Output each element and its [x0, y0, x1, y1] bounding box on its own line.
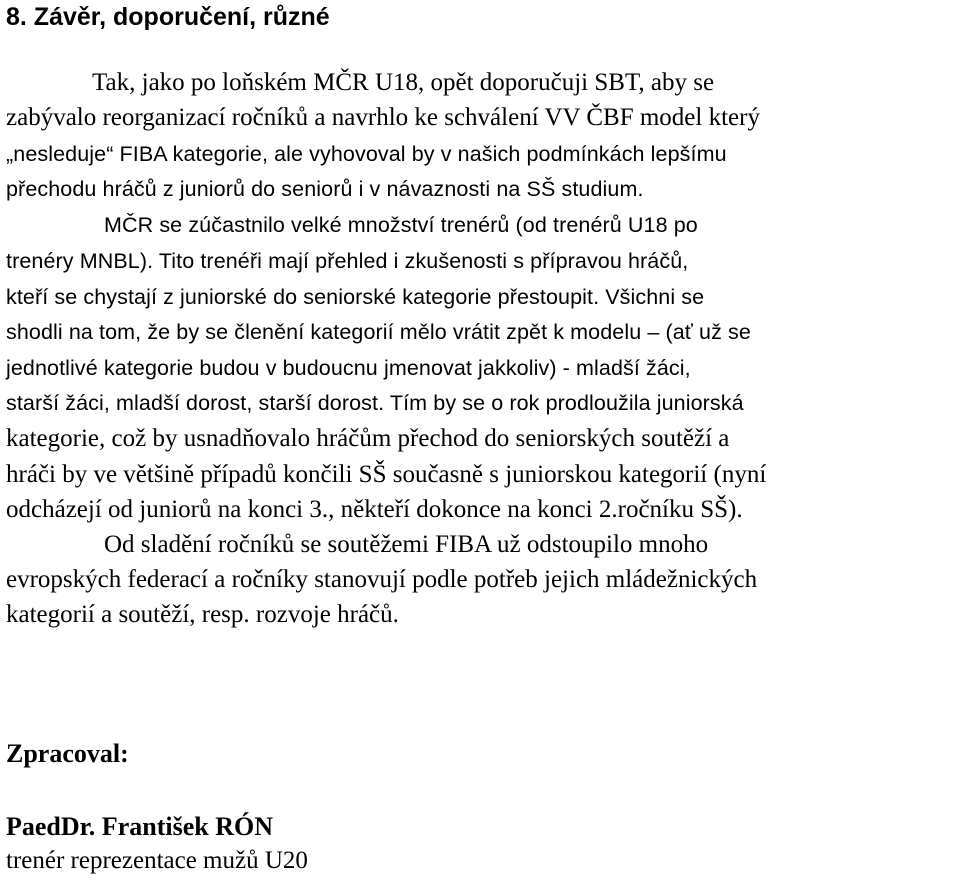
paragraph-line: shodli na tom, že by se členění kategorií mělo vrátit zpět k modelu – (ať už se — [6, 320, 751, 344]
paragraph-line: zabývalo reorganizací ročníků a navrhlo ke schválení VV ČBF model který — [6, 104, 760, 131]
signature-name: PaedDr. František RÓN — [6, 812, 273, 841]
signature-role: trenér reprezentace mužů U20 — [6, 847, 308, 874]
paragraph-line: trenéry MNBL). Tito trenéři mají přehled i zkušenosti s přípravou hráčů, — [6, 249, 689, 273]
paragraph-line: starší žáci, mladší dorost, starší dorost. Tím by se o rok prodloužila juniorská — [6, 391, 744, 415]
paragraph-line: kategorie, což by usnadňovalo hráčům přechod do seniorských soutěží a — [6, 425, 730, 452]
paragraph-line: hráči by ve většině případů končili SŠ současně s juniorskou kategorií (nyní — [6, 461, 767, 488]
paragraph-line: Od sladění ročníků se soutěžemi FIBA už odstoupilo mnoho — [104, 531, 709, 558]
paragraph-line: MČR se zúčastnilo velké množství trenérů (od trenérů U18 po — [104, 213, 698, 237]
paragraph-line: odcházejí od juniorů na konci 3., někteří dokonce na konci 2.ročníku SŠ). — [6, 496, 743, 523]
paragraph-line: evropských federací a ročníky stanovují podle potřeb jejich mládežnických — [6, 566, 758, 593]
signature-label: Zpracoval: — [6, 739, 129, 768]
section-heading: 8. Závěr, doporučení, různé — [6, 3, 330, 31]
paragraph-line: Tak, jako po loňském MČR U18, opět doporučuji SBT, aby se — [92, 69, 715, 96]
paragraph-line: přechodu hráčů z juniorů do seniorů i v návaznosti na SŠ studium. — [6, 177, 644, 201]
paragraph-line: kategorií a soutěží, resp. rozvoje hráčů. — [6, 601, 399, 628]
paragraph-line: kteří se chystají z juniorské do seniorské kategorie přestoupit. Všichni se — [6, 285, 705, 309]
paragraph-line: „nesleduje“ FIBA kategorie, ale vyhovoval by v našich podmínkách lepšímu — [6, 142, 727, 166]
paragraph-line: jednotlivé kategorie budou v budoucnu jmenovat jakkoliv) - mladší žáci, — [6, 356, 691, 380]
